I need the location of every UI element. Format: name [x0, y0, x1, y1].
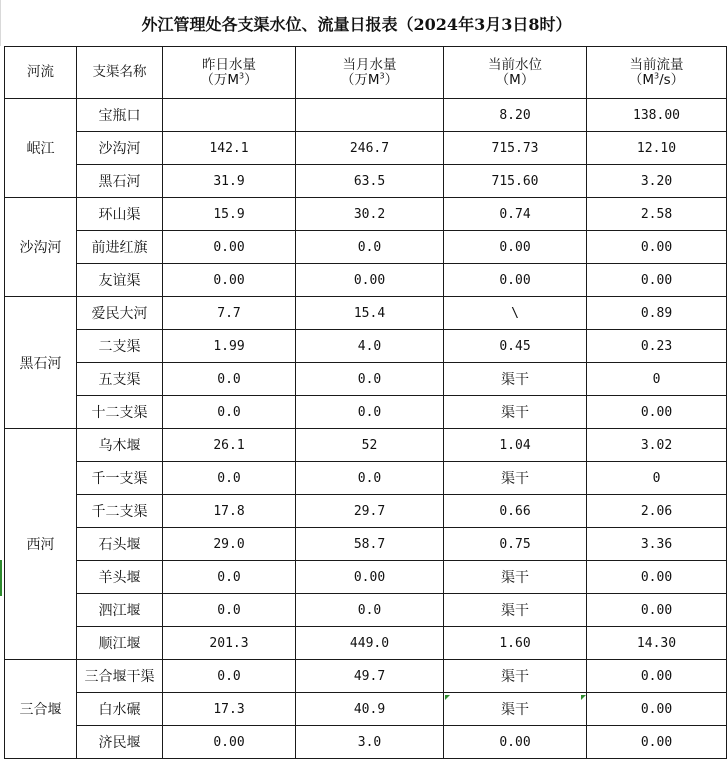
- month-volume-cell: 0.0: [296, 594, 444, 627]
- flow-rate-cell: 2.58: [587, 198, 727, 231]
- header-river: 河流: [5, 47, 77, 99]
- header-flow: [587, 47, 727, 99]
- month-volume-cell: 0.0: [296, 231, 444, 264]
- table-row: [5, 231, 727, 264]
- month-volume-cell: 449.0: [296, 627, 444, 660]
- month-volume-cell: 52: [296, 429, 444, 462]
- month-volume-cell: 4.0: [296, 330, 444, 363]
- month-volume-cell: 30.2: [296, 198, 444, 231]
- water-level-cell: 0.00: [444, 231, 587, 264]
- table-row: [5, 660, 727, 693]
- water-level-cell: 1.60: [444, 627, 587, 660]
- yesterday-volume-cell: 0.0: [163, 462, 296, 495]
- table-row: [5, 99, 727, 132]
- table-row: [5, 264, 727, 297]
- water-level-cell: 渠干: [444, 660, 587, 693]
- header-month-label: 当月水量: [342, 56, 397, 73]
- header-month-unit: （万$M^3$）: [340, 71, 399, 88]
- table-row: [5, 429, 727, 462]
- water-level-cell: 渠干: [444, 396, 587, 429]
- channel-name-cell: 白水碾: [77, 693, 163, 726]
- report-table: [4, 46, 727, 759]
- report-title-text: 外江管理处各支渠水位、流量日报表（2024年3月3日8时）: [141, 14, 572, 34]
- channel-name-cell: 沙沟河: [77, 132, 163, 165]
- table-row: [5, 726, 727, 759]
- header-flow-unit: $(M^3/s)$: [628, 71, 685, 88]
- comment-marker: [445, 695, 450, 700]
- header-level-label: 当前水位: [488, 56, 542, 73]
- flow-rate-cell: 0.00: [587, 561, 727, 594]
- month-volume-cell: 0.0: [296, 462, 444, 495]
- yesterday-volume-cell: 0.0: [163, 396, 296, 429]
- water-level-cell: 0.00: [444, 726, 587, 759]
- water-level-cell: 0.75: [444, 528, 587, 561]
- month-volume-cell: 3.0: [296, 726, 444, 759]
- yesterday-volume-cell: 26.1: [163, 429, 296, 462]
- yesterday-volume-cell: 0.0: [163, 660, 296, 693]
- flow-rate-cell: 0.23: [587, 330, 727, 363]
- water-level-cell: \: [444, 297, 587, 330]
- water-level-cell: 715.73: [444, 132, 587, 165]
- channel-name-cell: 爱民大河: [77, 297, 163, 330]
- channel-name-cell: 千一支渠: [77, 462, 163, 495]
- water-level-cell: 渠干: [444, 462, 587, 495]
- yesterday-volume-cell: 0.0: [163, 594, 296, 627]
- channel-name-cell: 千二支渠: [77, 495, 163, 528]
- river-cell: 沙沟河: [5, 198, 77, 297]
- channel-name-cell: 济民堰: [77, 726, 163, 759]
- yesterday-volume-cell: 201.3: [163, 627, 296, 660]
- water-level-cell: 1.04: [444, 429, 587, 462]
- yesterday-volume-cell: 0.0: [163, 363, 296, 396]
- yesterday-volume-cell: 0.00: [163, 726, 296, 759]
- channel-name-cell: 环山渠: [77, 198, 163, 231]
- month-volume-cell: 246.7: [296, 132, 444, 165]
- channel-name-cell: 二支渠: [77, 330, 163, 363]
- table-row: [5, 528, 727, 561]
- month-volume-cell: 63.5: [296, 165, 444, 198]
- comment-marker: [581, 695, 586, 700]
- water-level-cell: 0.66: [444, 495, 587, 528]
- channel-name-cell: 友谊渠: [77, 264, 163, 297]
- month-volume-cell: 0.00: [296, 561, 444, 594]
- channel-name-cell: 前进红旗: [77, 231, 163, 264]
- river-cell: 三合堰: [5, 660, 77, 759]
- yesterday-volume-cell: 29.0: [163, 528, 296, 561]
- water-level-cell: 0.74: [444, 198, 587, 231]
- yesterday-volume-cell: 7.7: [163, 297, 296, 330]
- river-cell: 黑石河: [5, 297, 77, 429]
- yesterday-volume-cell: 15.9: [163, 198, 296, 231]
- month-volume-cell: 0.00: [296, 264, 444, 297]
- flow-rate-cell: 0.00: [587, 264, 727, 297]
- cell-marker: [0, 560, 2, 596]
- header-level: [444, 47, 587, 99]
- yesterday-volume-cell: 31.9: [163, 165, 296, 198]
- table-row: [5, 462, 727, 495]
- channel-name-cell: 宝瓶口: [77, 99, 163, 132]
- water-level-cell: 715.60: [444, 165, 587, 198]
- flow-rate-cell: 3.20: [587, 165, 727, 198]
- header-yesterday: [163, 47, 296, 99]
- header-channel: 支渠名称: [77, 47, 163, 99]
- yesterday-volume-cell: [163, 99, 296, 132]
- river-cell: 岷江: [5, 99, 77, 198]
- flow-rate-cell: 0.00: [587, 660, 727, 693]
- channel-name-cell: 三合堰干渠: [77, 660, 163, 693]
- header-yesterday-label: 昨日水量: [202, 56, 256, 73]
- yesterday-volume-cell: 17.3: [163, 693, 296, 726]
- table-row: [5, 693, 727, 726]
- yesterday-volume-cell: 17.8: [163, 495, 296, 528]
- header-yesterday-unit: （万$M^3$）: [200, 71, 258, 88]
- water-level-cell: 渠干: [444, 693, 587, 726]
- table-row: [5, 165, 727, 198]
- channel-name-cell: 五支渠: [77, 363, 163, 396]
- water-level-cell: 渠干: [444, 561, 587, 594]
- channel-name-cell: 顺江堰: [77, 627, 163, 660]
- month-volume-cell: 0.0: [296, 363, 444, 396]
- flow-rate-cell: 0: [587, 363, 727, 396]
- water-level-cell: 8.20: [444, 99, 587, 132]
- header-month: [296, 47, 444, 99]
- table-row: [5, 363, 727, 396]
- flow-rate-cell: 0.00: [587, 594, 727, 627]
- flow-rate-cell: 12.10: [587, 132, 727, 165]
- flow-rate-cell: 0.00: [587, 231, 727, 264]
- yesterday-volume-cell: 1.99: [163, 330, 296, 363]
- table-row: [5, 594, 727, 627]
- month-volume-cell: [296, 99, 444, 132]
- flow-rate-cell: 0.89: [587, 297, 727, 330]
- flow-rate-cell: 138.00: [587, 99, 727, 132]
- yesterday-volume-cell: 142.1: [163, 132, 296, 165]
- table-row: [5, 198, 727, 231]
- month-volume-cell: 29.7: [296, 495, 444, 528]
- yesterday-volume-cell: 0.00: [163, 264, 296, 297]
- flow-rate-cell: 3.36: [587, 528, 727, 561]
- water-level-cell: 0.45: [444, 330, 587, 363]
- channel-name-cell: 十二支渠: [77, 396, 163, 429]
- table-row: [5, 330, 727, 363]
- flow-rate-cell: 0.00: [587, 726, 727, 759]
- table-row: [5, 627, 727, 660]
- water-level-cell: 渠干: [444, 363, 587, 396]
- channel-name-cell: 泗江堰: [77, 594, 163, 627]
- channel-name-cell: 羊头堰: [77, 561, 163, 594]
- flow-rate-cell: 2.06: [587, 495, 727, 528]
- month-volume-cell: 15.4: [296, 297, 444, 330]
- yesterday-volume-cell: 0.0: [163, 561, 296, 594]
- header-flow-label: 当前流量: [629, 56, 684, 73]
- report-title: [0, 0, 727, 46]
- channel-name-cell: 石头堰: [77, 528, 163, 561]
- table-row: [5, 396, 727, 429]
- month-volume-cell: 0.0: [296, 396, 444, 429]
- flow-rate-cell: 14.30: [587, 627, 727, 660]
- water-level-cell: 0.00: [444, 264, 587, 297]
- flow-rate-cell: 0.00: [587, 693, 727, 726]
- water-level-cell: 渠干: [444, 594, 587, 627]
- table-row: [5, 297, 727, 330]
- header-row: [5, 47, 727, 99]
- yesterday-volume-cell: 0.00: [163, 231, 296, 264]
- table-row: [5, 561, 727, 594]
- channel-name-cell: 乌木堰: [77, 429, 163, 462]
- header-level-unit: （M）: [495, 71, 535, 88]
- month-volume-cell: 40.9: [296, 693, 444, 726]
- month-volume-cell: 58.7: [296, 528, 444, 561]
- river-cell: 西河: [5, 429, 77, 660]
- channel-name-cell: 黑石河: [77, 165, 163, 198]
- flow-rate-cell: 3.02: [587, 429, 727, 462]
- table-row: [5, 132, 727, 165]
- flow-rate-cell: 0: [587, 462, 727, 495]
- month-volume-cell: 49.7: [296, 660, 444, 693]
- table-row: [5, 495, 727, 528]
- flow-rate-cell: 0.00: [587, 396, 727, 429]
